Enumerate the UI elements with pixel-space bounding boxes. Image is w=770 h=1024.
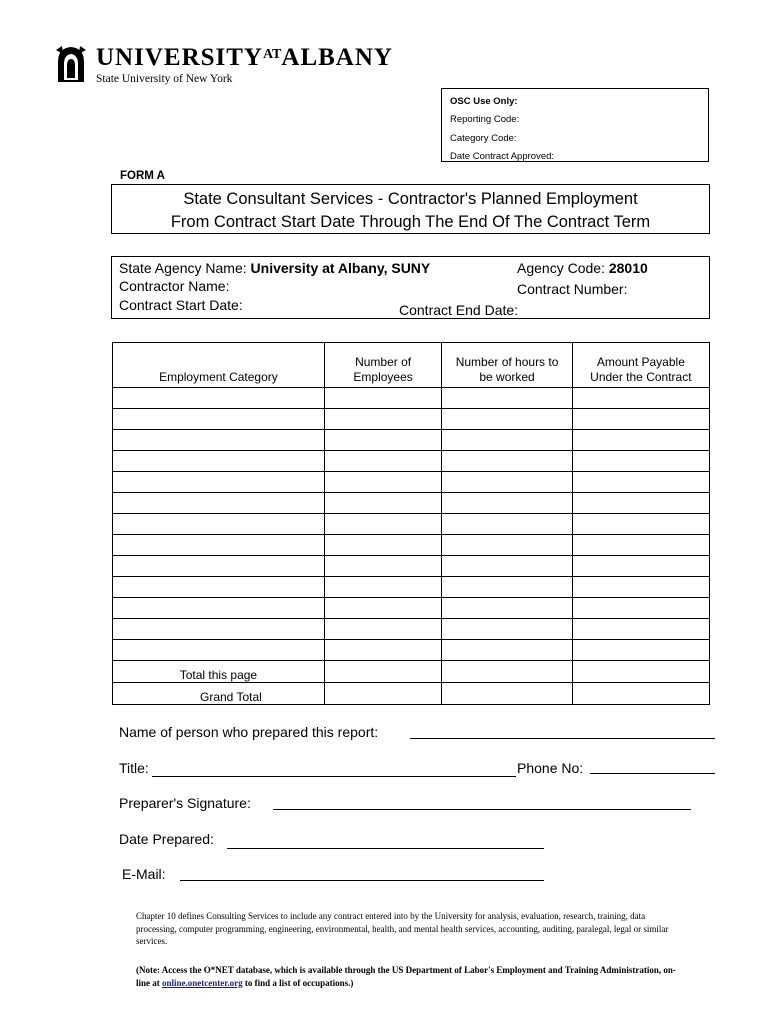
table-cell[interactable] [442,535,572,556]
table-row [113,619,710,640]
table-cell[interactable] [113,535,325,556]
table-cell[interactable] [113,409,325,430]
table-cell[interactable] [442,472,572,493]
table-row [113,535,710,556]
table-row [113,451,710,472]
minerva-icon [54,44,88,84]
agency-code: Agency Code: 28010 [517,260,648,276]
table-cell[interactable] [442,619,572,640]
col-hours-worked: Number of hours to be worked [442,343,572,388]
table-row [113,409,710,430]
table-cell[interactable] [324,577,442,598]
table-row [113,472,710,493]
table-cell[interactable] [572,640,709,661]
table-cell[interactable] [113,388,325,409]
table-cell[interactable] [113,472,325,493]
table-cell[interactable] [572,388,709,409]
table-cell[interactable] [442,514,572,535]
osc-reporting-code: Reporting Code: [450,114,520,125]
table-cell[interactable] [572,472,709,493]
table-cell[interactable] [324,472,442,493]
table-row [113,577,710,598]
table-row [113,598,710,619]
table-cell[interactable] [442,388,572,409]
date-prepared-input[interactable] [227,848,544,849]
table-cell[interactable] [572,430,709,451]
signature-input[interactable] [273,809,691,810]
table-cell[interactable] [324,409,442,430]
agency-name: State Agency Name: University at Albany, SUNY [119,260,431,276]
col-number-employees: Number of Employees [324,343,442,388]
table-cell[interactable] [572,451,709,472]
table-cell[interactable] [442,640,572,661]
table-cell[interactable] [442,661,572,683]
contractor-name-field[interactable]: Contractor Name: [119,278,230,294]
email-input[interactable] [180,880,544,881]
table-cell[interactable] [442,430,572,451]
col-amount-payable: Amount Payable Under the Contract [572,343,709,388]
table-cell[interactable] [572,514,709,535]
form-title-line2: From Contract Start Date Through The End Of The Contract Term [170,213,651,231]
col-employment-category: Employment Category [113,343,325,388]
contract-end-date-field[interactable]: Contract End Date: [399,302,519,318]
table-cell[interactable] [113,640,325,661]
table-cell[interactable] [113,619,325,640]
grand-total-row [113,683,710,705]
contract-start-date-field[interactable]: Contract Start Date: [119,297,243,313]
table-row [113,493,710,514]
university-logo [54,44,393,90]
prepared-by-label: Name of person who prepared this report: [119,724,379,740]
table-cell[interactable] [572,493,709,514]
table-cell[interactable] [324,619,442,640]
total-this-page-row [113,661,710,683]
table-cell[interactable] [572,661,709,683]
date-prepared-label: Date Prepared: [119,831,214,847]
logo-wordmark: $UNIVERSITY^{AT}ALBANY$ [96,44,393,71]
table-cell[interactable] [113,514,325,535]
table-cell[interactable] [113,430,325,451]
table-row [113,388,710,409]
table-cell[interactable] [113,493,325,514]
phone-label: Phone No: [517,760,584,776]
employment-table [112,342,710,705]
onet-note: (Note: Access the O*NET database, which is available through the US Department of Labor's Employment and Training Administration, on-line at online.onetcenter.org to find a list of occupations.) [136,965,676,988]
table-cell[interactable] [572,409,709,430]
table-cell[interactable] [324,535,442,556]
table-row [113,640,710,661]
table-cell[interactable] [324,430,442,451]
table-row [113,430,710,451]
table-cell[interactable] [113,598,325,619]
table-cell[interactable] [572,683,709,705]
table-cell[interactable] [324,683,442,705]
osc-category-code: Category Code: [450,133,517,144]
table-cell[interactable] [324,640,442,661]
grand-total-label: Grand Total [113,683,325,705]
table-row [113,556,710,577]
total-this-page-label: Total this page [113,661,325,683]
table-row [113,514,710,535]
form-title-box [111,184,710,234]
email-label: E-Mail: [122,866,166,882]
title-input[interactable] [152,776,516,777]
table-cell[interactable] [572,598,709,619]
table-cell[interactable] [572,535,709,556]
chapter10-note: Chapter 10 defines Consulting Services to include any contract entered into by the University for analysis, evaluation, research, training, data processing, computer programming, engineering, environmental, health, and mental health services, accounting, auditing, paralegal, legal or similar services. [136,911,669,946]
table-cell[interactable] [572,556,709,577]
osc-date-approved: Date Contract Approved: [450,151,555,162]
table-cell[interactable] [113,451,325,472]
agency-info-box [111,256,710,319]
table-cell[interactable] [113,556,325,577]
table-cell[interactable] [324,514,442,535]
table-cell[interactable] [572,619,709,640]
signature-label: Preparer's Signature: [119,795,251,811]
table-cell[interactable] [324,451,442,472]
table-cell[interactable] [113,577,325,598]
table-cell[interactable] [442,577,572,598]
table-cell[interactable] [324,388,442,409]
table-cell[interactable] [442,556,572,577]
onet-link[interactable]: online.onetcenter.org [162,977,243,988]
table-cell[interactable] [442,683,572,705]
table-cell[interactable] [324,661,442,683]
title-label: Title: [119,760,149,776]
table-cell[interactable] [442,493,572,514]
phone-input[interactable] [590,773,715,774]
logo-subtitle: State University of New York [96,73,233,85]
table-cell[interactable] [442,451,572,472]
table-cell[interactable] [442,409,572,430]
table-cell[interactable] [324,556,442,577]
table-cell[interactable] [442,598,572,619]
table-cell[interactable] [324,493,442,514]
table-cell[interactable] [572,577,709,598]
osc-title: OSC Use Only: [450,96,518,107]
form-title-line1: State Consultant Services - Contractor's Planned Employment [183,190,638,208]
form-label: FORM A [120,170,165,182]
contract-number-field[interactable]: Contract Number: [517,281,628,297]
table-header-row [113,343,710,388]
table-cell[interactable] [324,598,442,619]
prepared-by-input[interactable] [410,738,715,739]
osc-use-only-box [441,88,709,162]
